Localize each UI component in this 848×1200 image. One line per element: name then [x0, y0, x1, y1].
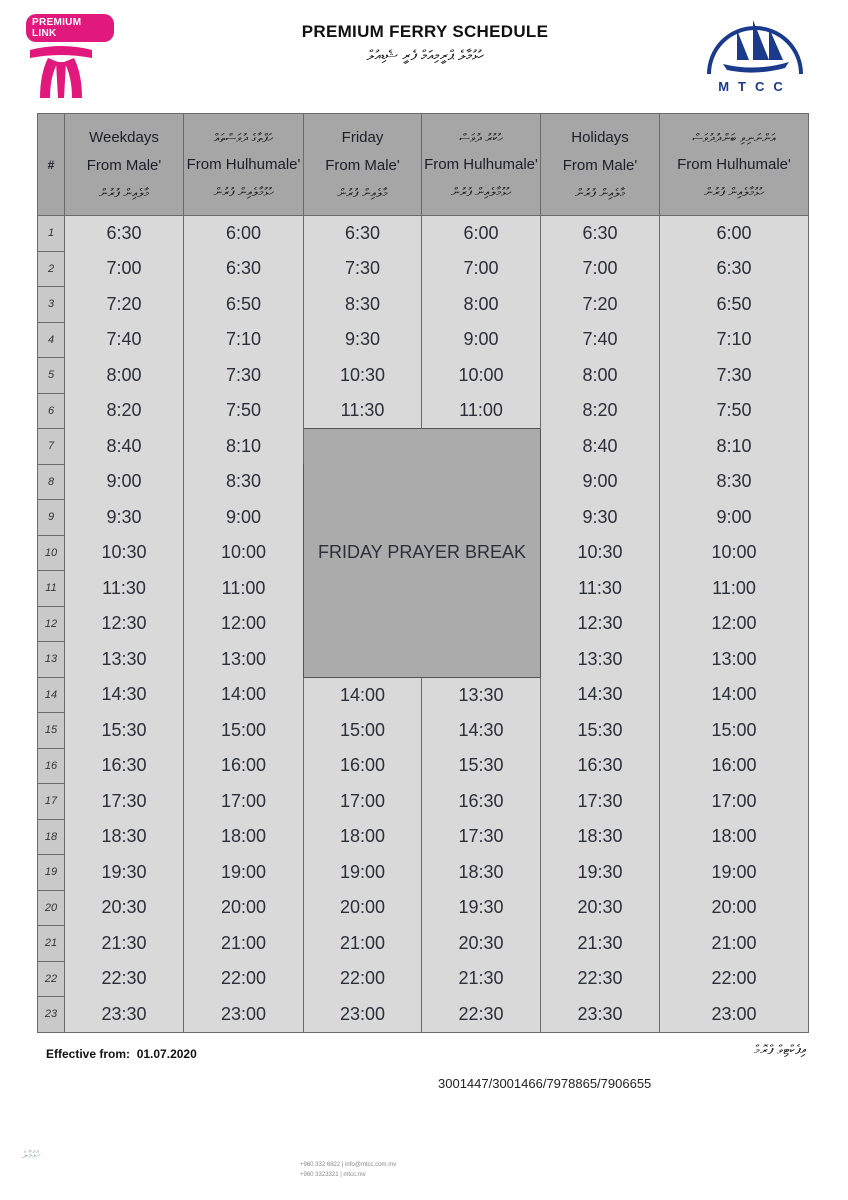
col-header-friday-male: Friday From Male' މާލެއިން ފުރުން [304, 114, 422, 216]
departure-time: 15:00 [304, 713, 422, 749]
departure-time: 10:30 [541, 535, 660, 571]
departure-time: 6:00 [660, 216, 809, 252]
departure-time: 9:00 [422, 322, 541, 358]
departure-time: 22:00 [304, 961, 422, 997]
departure-time: 6:00 [184, 216, 304, 252]
departure-time: 22:00 [184, 961, 304, 997]
footer-dhivehi-text: ހުޅުމާލެ [22, 1150, 41, 1161]
departure-time: 11:00 [422, 393, 541, 429]
departure-time: 9:30 [304, 322, 422, 358]
departure-time: 14:00 [660, 677, 809, 713]
departure-time: 6:50 [184, 287, 304, 323]
departure-time: 10:00 [660, 535, 809, 571]
row-number: 16 [38, 748, 65, 784]
row-number: 13 [38, 642, 65, 678]
row-number: 5 [38, 358, 65, 394]
departure-time: 19:30 [422, 890, 541, 926]
departure-time: 17:30 [65, 784, 184, 820]
page-subtitle-dhivehi: ހުޅުމާލެ ޕްރީމިއަމް ފެރީ ޝެޑިއުލް [366, 48, 484, 64]
phone-numbers: 3001447/3001466/7978865/7906655 [438, 1076, 652, 1091]
departure-time: 20:30 [65, 890, 184, 926]
departure-time: 16:30 [422, 784, 541, 820]
departure-time: 21:30 [65, 926, 184, 962]
departure-time: 9:30 [65, 500, 184, 536]
row-number: 19 [38, 855, 65, 891]
departure-time: 12:30 [541, 606, 660, 642]
departure-time: 13:30 [65, 642, 184, 678]
mtcc-letters: MTCC [718, 79, 792, 94]
departure-time: 20:00 [304, 890, 422, 926]
departure-time: 17:30 [422, 819, 541, 855]
departure-time: 6:30 [65, 216, 184, 252]
departure-time: 6:30 [304, 216, 422, 252]
effective-date: 01.07.2020 [136, 1047, 197, 1061]
departure-time: 14:30 [65, 677, 184, 713]
departure-time: 11:00 [660, 571, 809, 607]
departure-time: 7:50 [660, 393, 809, 429]
departure-time: 20:00 [184, 890, 304, 926]
footer-contact: +960 332 6822 | info@mtcc.com.mv +960 3323321 | mtcc.mv [300, 1162, 397, 1178]
departure-time: 16:00 [304, 748, 422, 784]
departure-time: 23:00 [304, 997, 422, 1033]
departure-time: 17:30 [541, 784, 660, 820]
departure-time: 18:30 [65, 819, 184, 855]
departure-time: 9:00 [660, 500, 809, 536]
departure-time: 22:30 [541, 961, 660, 997]
departure-time: 15:00 [660, 713, 809, 749]
departure-time: 6:30 [541, 216, 660, 252]
premium-link-logo [26, 14, 114, 100]
departure-time: 9:00 [65, 464, 184, 500]
departure-time: 8:40 [541, 429, 660, 465]
departure-time: 14:00 [304, 677, 422, 713]
row-number: 21 [38, 926, 65, 962]
departure-time: 23:30 [541, 997, 660, 1033]
departure-time: 8:40 [65, 429, 184, 465]
departure-time: 21:00 [660, 926, 809, 962]
table-row [38, 287, 809, 323]
row-number: 10 [38, 535, 65, 571]
table-row [38, 748, 809, 784]
table-row [38, 713, 809, 749]
departure-time: 6:50 [660, 287, 809, 323]
departure-time: 22:30 [422, 997, 541, 1033]
table-row [38, 322, 809, 358]
effective-from-dhivehi: އިފެކްޓިވް ފްރޮމް [754, 1043, 806, 1058]
row-number-header: # [38, 114, 65, 216]
departure-time: 16:30 [65, 748, 184, 784]
mtcc-dhoni-icon [703, 14, 807, 76]
table-row [38, 855, 809, 891]
departure-time: 9:00 [184, 500, 304, 536]
table-row [38, 819, 809, 855]
departure-time: 6:30 [184, 251, 304, 287]
departure-time: 8:00 [422, 287, 541, 323]
departure-time: 23:30 [65, 997, 184, 1033]
departure-time: 12:30 [65, 606, 184, 642]
departure-time: 18:30 [422, 855, 541, 891]
departure-time: 9:30 [541, 500, 660, 536]
departure-time: 23:00 [184, 997, 304, 1033]
departure-time: 16:30 [541, 748, 660, 784]
table-header-row [38, 114, 809, 216]
departure-time: 11:30 [65, 571, 184, 607]
departure-time: 7:40 [541, 322, 660, 358]
col-header-friday-hulhumale: ހުކުރު ދުވަސް From Hulhumale' ހުޅުމާލެއިން ފުރުން [422, 114, 541, 216]
table-row [38, 429, 809, 465]
mtcc-logo [700, 14, 810, 94]
departure-time: 19:00 [304, 855, 422, 891]
row-number: 8 [38, 464, 65, 500]
col-header-weekdays-hulhumale: ހަފްތާގެ ދުވަސްތައް From Hulhumale' ހުޅުމާލެއިން ފުރުން [184, 114, 304, 216]
page-title: PREMIUM FERRY SCHEDULE [301, 22, 549, 41]
departure-time: 22:00 [660, 961, 809, 997]
departure-time: 7:10 [184, 322, 304, 358]
departure-time: 13:00 [184, 642, 304, 678]
departure-time: 22:30 [65, 961, 184, 997]
departure-time: 7:00 [65, 251, 184, 287]
departure-time: 21:00 [184, 926, 304, 962]
table-row [38, 251, 809, 287]
departure-time: 8:20 [65, 393, 184, 429]
table-row [38, 890, 809, 926]
departure-time: 8:20 [541, 393, 660, 429]
departure-time: 17:00 [660, 784, 809, 820]
departure-time: 15:30 [541, 713, 660, 749]
departure-time: 13:30 [422, 677, 541, 713]
departure-time: 14:30 [422, 713, 541, 749]
departure-time: 23:00 [660, 997, 809, 1033]
departure-time: 7:20 [65, 287, 184, 323]
schedule-body [38, 216, 809, 1033]
table-row [38, 926, 809, 962]
departure-time: 7:20 [541, 287, 660, 323]
row-number: 18 [38, 819, 65, 855]
premium-link-emblem-icon [26, 44, 96, 100]
departure-time: 10:00 [184, 535, 304, 571]
departure-time: 7:00 [541, 251, 660, 287]
departure-time: 8:10 [660, 429, 809, 465]
departure-time: 14:00 [184, 677, 304, 713]
row-number: 15 [38, 713, 65, 749]
departure-time: 13:30 [541, 642, 660, 678]
table-row [38, 393, 809, 429]
row-number: 20 [38, 890, 65, 926]
departure-time: 15:30 [65, 713, 184, 749]
departure-time: 8:00 [65, 358, 184, 394]
departure-time: 21:00 [304, 926, 422, 962]
departure-time: 7:30 [660, 358, 809, 394]
row-number: 23 [38, 997, 65, 1033]
departure-time: 8:10 [184, 429, 304, 465]
departure-time: 16:00 [184, 748, 304, 784]
row-number: 1 [38, 216, 65, 252]
departure-time: 19:30 [541, 855, 660, 891]
departure-time: 20:30 [541, 890, 660, 926]
departure-time: 11:00 [184, 571, 304, 607]
departure-time: 14:30 [541, 677, 660, 713]
departure-time: 20:30 [422, 926, 541, 962]
departure-time: 7:30 [304, 251, 422, 287]
row-number: 22 [38, 961, 65, 997]
row-number: 11 [38, 571, 65, 607]
departure-time: 17:00 [304, 784, 422, 820]
table-row [38, 784, 809, 820]
row-number: 7 [38, 429, 65, 465]
departure-time: 19:30 [65, 855, 184, 891]
departure-time: 6:00 [422, 216, 541, 252]
departure-time: 15:30 [422, 748, 541, 784]
table-row [38, 358, 809, 394]
row-number: 4 [38, 322, 65, 358]
departure-time: 15:00 [184, 713, 304, 749]
table-row [38, 216, 809, 252]
departure-time: 9:00 [541, 464, 660, 500]
departure-time: 17:00 [184, 784, 304, 820]
row-number: 6 [38, 393, 65, 429]
departure-time: 7:50 [184, 393, 304, 429]
departure-time: 8:00 [541, 358, 660, 394]
departure-time: 10:30 [65, 535, 184, 571]
departure-time: 11:30 [304, 393, 422, 429]
row-number: 12 [38, 606, 65, 642]
departure-time: 21:30 [541, 926, 660, 962]
effective-from: Effective from: 01.07.2020 [46, 1047, 197, 1061]
table-row [38, 997, 809, 1033]
table-row [38, 677, 809, 713]
row-number: 2 [38, 251, 65, 287]
departure-time: 16:00 [660, 748, 809, 784]
departure-time: 13:00 [660, 642, 809, 678]
departure-time: 18:00 [304, 819, 422, 855]
departure-time: 11:30 [541, 571, 660, 607]
departure-time: 10:00 [422, 358, 541, 394]
departure-time: 18:00 [184, 819, 304, 855]
col-header-holidays-hulhumale: އަންނަނިވި ބަންދުދުވަސް From Hulhumale' ހުޅުމާލެއިން ފުރުން [660, 114, 809, 216]
departure-time: 7:10 [660, 322, 809, 358]
departure-time: 18:30 [541, 819, 660, 855]
departure-time: 12:00 [660, 606, 809, 642]
departure-time: 8:30 [304, 287, 422, 323]
departure-time: 20:00 [660, 890, 809, 926]
departure-time: 7:40 [65, 322, 184, 358]
departure-time: 7:30 [184, 358, 304, 394]
departure-time: 12:00 [184, 606, 304, 642]
friday-prayer-break: FRIDAY PRAYER BREAK [304, 429, 541, 678]
row-number: 14 [38, 677, 65, 713]
departure-time: 7:00 [422, 251, 541, 287]
col-header-holidays-male: Holidays From Male' މާލެއިން ފުރުން [541, 114, 660, 216]
row-number: 3 [38, 287, 65, 323]
table-row [38, 961, 809, 997]
departure-time: 6:30 [660, 251, 809, 287]
departure-time: 19:00 [184, 855, 304, 891]
ferry-schedule-table [37, 113, 809, 1033]
departure-time: 8:30 [184, 464, 304, 500]
row-number: 17 [38, 784, 65, 820]
col-header-weekdays-male: Weekdays From Male' މާލެއިން ފުރުން [65, 114, 184, 216]
row-number: 9 [38, 500, 65, 536]
departure-time: 8:30 [660, 464, 809, 500]
departure-time: 18:00 [660, 819, 809, 855]
departure-time: 10:30 [304, 358, 422, 394]
premium-link-label: PREMIUM LINK [26, 14, 114, 42]
departure-time: 21:30 [422, 961, 541, 997]
departure-time: 19:00 [660, 855, 809, 891]
